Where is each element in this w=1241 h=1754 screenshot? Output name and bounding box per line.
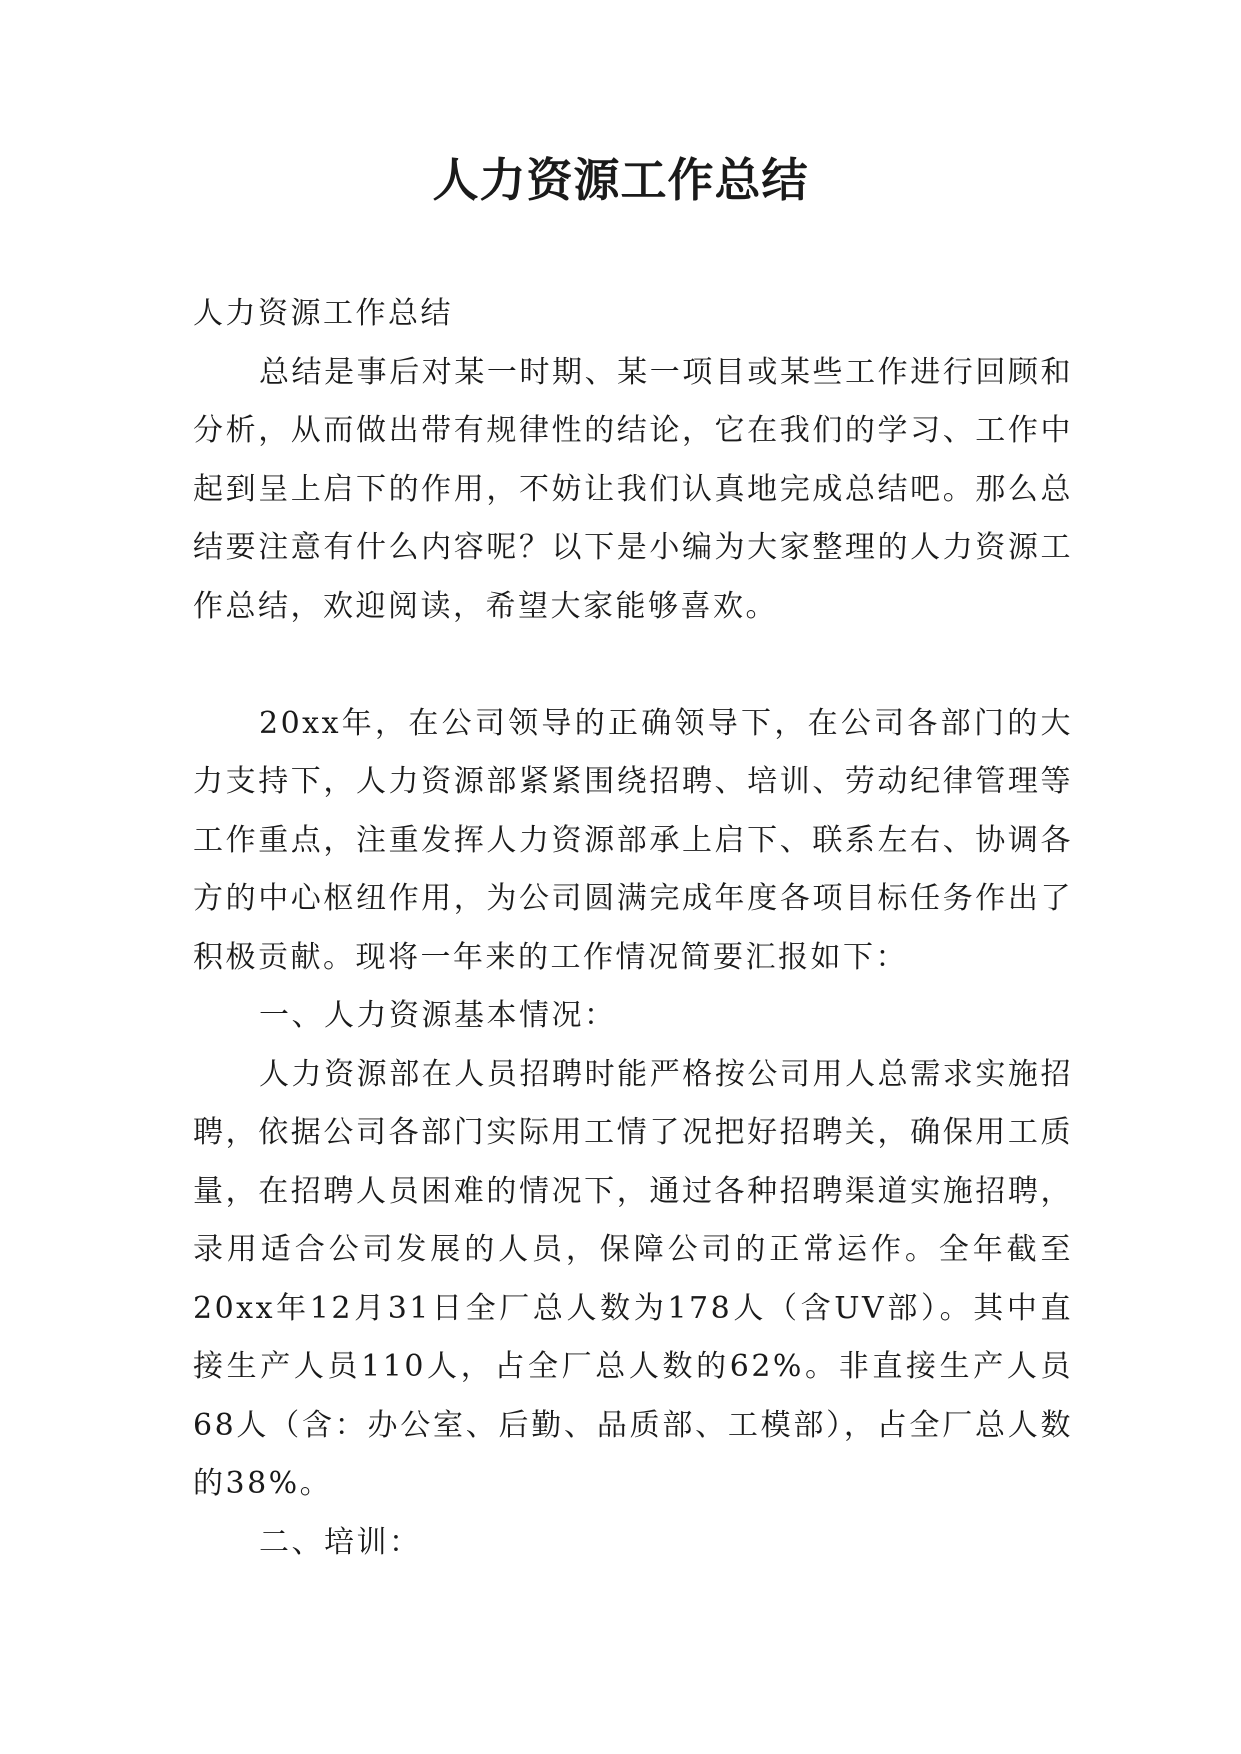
- overview-paragraph: 20xx年，在公司领导的正确领导下，在公司各部门的大力支持下，人力资源部紧紧围绕招聘、培训、劳动纪律管理等工作重点，注重发挥人力资源部承上启下、联系左右、协调各方的中心枢纽作用，为公司圆满完成年度各项目标任务作出了积极贡献。现将一年来的工作情况简要汇报如下：: [193, 705, 1073, 975]
- intro-paragraph: 总结是事后对某一时期、某一项目或某些工作进行回顾和分析，从而做出带有规律性的结论，它在我们的学习、工作中起到呈上启下的作用，不妨让我们认真地完成总结吧。那么总结要注意有什么内容呢？以下是小编为大家整理的人力资源工作总结，欢迎阅读，希望大家能够喜欢。: [193, 354, 1073, 624]
- section-2-heading: 二、培训：: [259, 1524, 422, 1560]
- paragraph-spacer: [193, 636, 1073, 695]
- section-1-paragraph: 人力资源部在人员招聘时能严格按公司用人总需求实施招聘，依据公司各部门实际用工情了况把好招聘关，确保用工质量，在招聘人员困难的情况下，通过各种招聘渠道实施招聘，录用适合公司发展的人员，保障公司的正常运作。全年截至20xx年12月31日全厂总人数为178人（含UV部）。其中直接生产人员110人，占全厂总人数的62%。非直接生产人员68人（含：办公室、后勤、品质部、工模部），占全厂总人数的38%。: [193, 1056, 1073, 1501]
- document-subtitle: 人力资源工作总结: [193, 296, 453, 331]
- section-1-heading: 一、人力资源基本情况：: [259, 998, 617, 1033]
- document-title: 人力资源工作总结: [432, 153, 809, 207]
- document-body: [193, 285, 1073, 1572]
